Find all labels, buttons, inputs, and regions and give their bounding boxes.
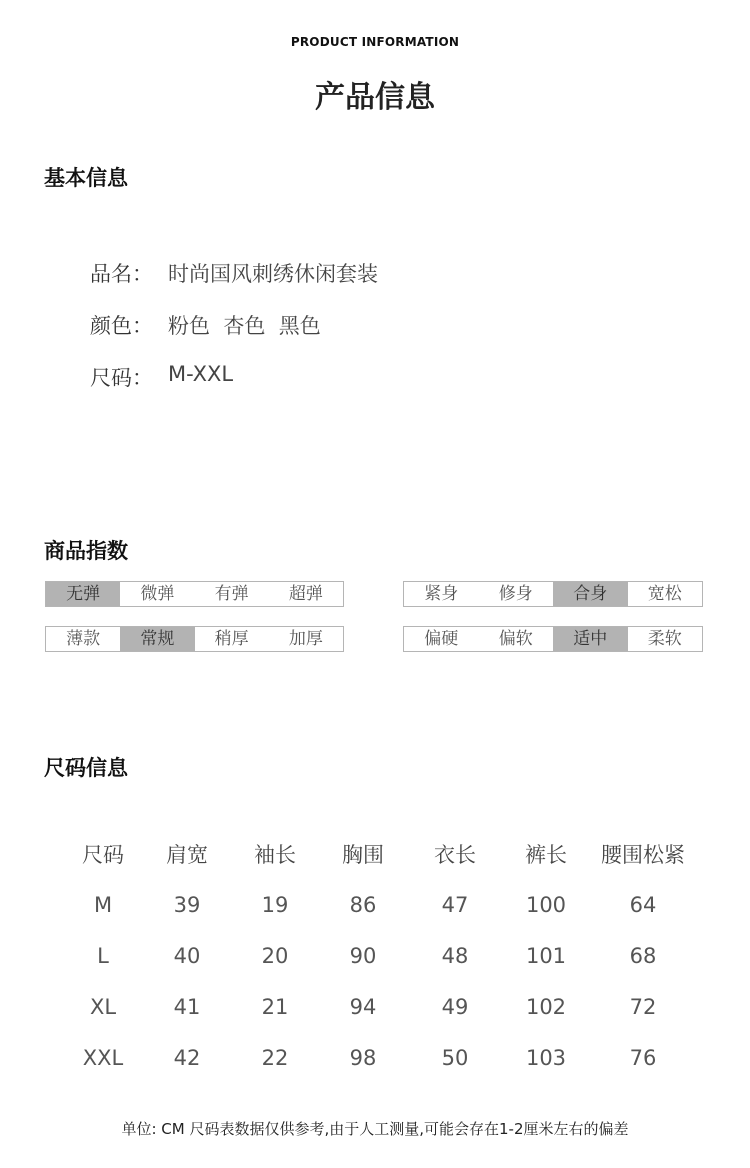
table-cell: 50 — [441, 1045, 469, 1070]
size-table — [60, 828, 700, 1083]
index-option: 超弹 — [288, 584, 323, 604]
size-table-header — [60, 828, 700, 879]
table-cell: 20 — [261, 943, 289, 968]
table-cell: 64 — [629, 892, 657, 917]
column-header: 裤长 — [525, 842, 567, 867]
table-cell: 40 — [173, 943, 201, 968]
index-option: 稍厚 — [214, 629, 249, 649]
table-cell: 100 — [525, 892, 567, 917]
column-header: 肩宽 — [166, 842, 208, 867]
table-row — [60, 930, 700, 981]
info-value: 粉色 杏色 黑色 — [168, 314, 321, 338]
fit-index-bar — [403, 581, 703, 607]
table-cell: 39 — [173, 892, 201, 917]
table-cell: 41 — [173, 994, 201, 1019]
table-cell: 47 — [441, 892, 469, 917]
table-cell: 86 — [349, 892, 377, 917]
info-value: 时尚国风刺绣休闲套装 — [168, 262, 378, 286]
table-row — [60, 981, 700, 1032]
table-row — [60, 879, 700, 930]
index-option: 薄款 — [66, 629, 101, 649]
info-row-size — [90, 362, 233, 392]
table-cell: 48 — [441, 943, 469, 968]
index-option: 有弹 — [214, 584, 249, 604]
info-label: 品名： — [90, 262, 153, 286]
index-option: 适中 — [553, 627, 628, 651]
index-option: 偏软 — [498, 629, 533, 649]
table-cell: 42 — [173, 1045, 201, 1070]
column-header: 衣长 — [434, 842, 476, 867]
elasticity-index-bar — [45, 581, 344, 607]
table-cell: 98 — [349, 1045, 377, 1070]
index-option: 合身 — [553, 582, 628, 606]
table-cell: 90 — [349, 943, 377, 968]
thickness-index-bar — [45, 626, 344, 652]
table-cell: 94 — [349, 994, 377, 1019]
table-cell: 49 — [441, 994, 469, 1019]
product-index-heading: 商品指数 — [44, 539, 128, 563]
table-cell: 72 — [629, 994, 657, 1019]
info-row-name — [90, 258, 378, 288]
table-row — [60, 1032, 700, 1083]
table-cell: 68 — [629, 943, 657, 968]
column-header: 袖长 — [254, 842, 296, 867]
table-cell: 101 — [525, 943, 567, 968]
index-option: 紧身 — [424, 584, 459, 604]
index-option: 偏硬 — [424, 629, 459, 649]
table-cell: XXL — [82, 1045, 124, 1070]
size-footnote: 单位: CM 尺码表数据仅供参考,由于人工测量,可能会存在1-2厘米左右的偏差 — [121, 1120, 629, 1138]
table-cell: 76 — [629, 1045, 657, 1070]
page-title: 产品信息 — [315, 80, 435, 115]
index-option: 柔软 — [647, 629, 682, 649]
index-option: 常规 — [120, 627, 194, 651]
table-cell: XL — [89, 994, 117, 1019]
index-option: 宽松 — [647, 584, 682, 604]
column-header: 胸围 — [342, 842, 384, 867]
softness-index-bar — [403, 626, 703, 652]
info-value: M-XXL — [168, 362, 234, 386]
table-cell: 19 — [261, 892, 289, 917]
index-option: 修身 — [498, 584, 533, 604]
table-cell: 102 — [525, 994, 567, 1019]
table-cell: 22 — [261, 1045, 289, 1070]
column-header: 腰围松紧 — [601, 842, 685, 867]
basic-info-heading: 基本信息 — [44, 166, 128, 190]
column-header: 尺码 — [82, 842, 124, 867]
index-option: 微弹 — [140, 584, 175, 604]
index-option: 无弹 — [46, 582, 120, 606]
table-cell: L — [97, 943, 109, 968]
table-cell: M — [93, 892, 113, 917]
info-row-color — [90, 310, 321, 340]
info-label: 颜色： — [90, 314, 153, 338]
index-option: 加厚 — [288, 629, 323, 649]
size-info-heading: 尺码信息 — [44, 756, 128, 780]
eyebrow-text: PRODUCT INFORMATION — [290, 35, 460, 49]
info-label: 尺码： — [90, 366, 153, 390]
table-cell: 21 — [261, 994, 289, 1019]
table-cell: 103 — [525, 1045, 567, 1070]
